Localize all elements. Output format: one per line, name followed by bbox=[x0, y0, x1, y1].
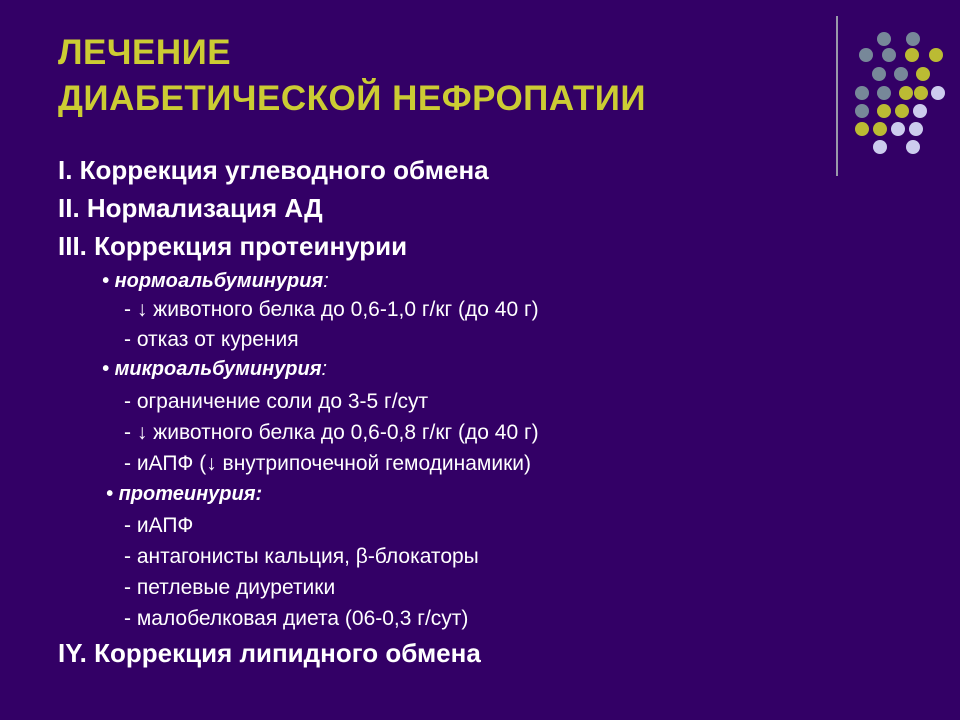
slide-title bbox=[58, 30, 646, 122]
micro-sub-2: - ↓ животного белка до 0,6-0,8 г/кг (до 40 г) bbox=[124, 421, 539, 444]
micro-heading bbox=[102, 358, 327, 381]
normo-label: нормоальбуминурия bbox=[114, 270, 324, 292]
prot-label: протеинурия: bbox=[118, 483, 263, 505]
dot-gray bbox=[877, 86, 891, 100]
dot-gray bbox=[882, 48, 896, 62]
dot-lilac bbox=[906, 140, 920, 154]
micro-sub-1: - ограничение соли до 3-5 г/сут bbox=[124, 390, 429, 413]
dot-olive bbox=[895, 104, 909, 118]
dot-lilac bbox=[891, 122, 905, 136]
dot-olive bbox=[877, 104, 891, 118]
dot-olive bbox=[855, 122, 869, 136]
dot-lilac bbox=[873, 140, 887, 154]
dot-gray bbox=[859, 48, 873, 62]
item-3: III. Коррекция протеинурии bbox=[58, 231, 408, 261]
dot-lilac bbox=[909, 122, 923, 136]
dot-gray bbox=[872, 67, 886, 81]
dot-gray bbox=[877, 32, 891, 46]
prot-sub-3: - петлевые диуретики bbox=[124, 576, 336, 599]
dot-gray bbox=[855, 104, 869, 118]
dot-olive bbox=[899, 86, 913, 100]
prot-sub-4: - малобелковая диета (06-0,3 г/сут) bbox=[124, 607, 469, 630]
dot-olive bbox=[873, 122, 887, 136]
dot-olive bbox=[905, 48, 919, 62]
micro-label: микроальбуминурия bbox=[114, 358, 322, 380]
dot-olive bbox=[916, 67, 930, 81]
dot-gray bbox=[894, 67, 908, 81]
dot-lilac bbox=[931, 86, 945, 100]
micro-sub-3: - иАПФ (↓ внутрипочечной гемодинамики) bbox=[124, 452, 531, 475]
bullet-icon: • bbox=[102, 270, 110, 292]
bullet-icon: • bbox=[102, 358, 110, 380]
prot-sub-1: - иАПФ bbox=[124, 514, 194, 537]
item-2: II. Нормализация АД bbox=[58, 193, 323, 223]
dot-olive bbox=[929, 48, 943, 62]
dot-olive bbox=[914, 86, 928, 100]
item-1: I. Коррекция углеводного обмена bbox=[58, 155, 489, 185]
dot-gray bbox=[855, 86, 869, 100]
title-line-1: ЛЕЧЕНИЕ bbox=[58, 33, 232, 72]
normo-sub-1: - ↓ животного белка до 0,6-1,0 г/кг (до 40 г) bbox=[124, 298, 539, 321]
bullet-icon: • bbox=[106, 483, 114, 505]
dot-lilac bbox=[913, 104, 927, 118]
dot-gray bbox=[906, 32, 920, 46]
normo-sub-2: - отказ от курения bbox=[124, 328, 299, 351]
normo-colon: : bbox=[323, 270, 329, 292]
title-line-2: ДИАБЕТИЧЕСКОЙ НЕФРОПАТИИ bbox=[58, 79, 647, 118]
decorative-divider bbox=[836, 16, 838, 176]
item-4: IY. Коррекция липидного обмена bbox=[58, 638, 481, 668]
prot-sub-2: - антагонисты кальция, β-блокаторы bbox=[124, 545, 479, 568]
prot-heading bbox=[106, 483, 262, 506]
micro-colon: : bbox=[321, 358, 328, 380]
normo-heading bbox=[102, 270, 329, 293]
